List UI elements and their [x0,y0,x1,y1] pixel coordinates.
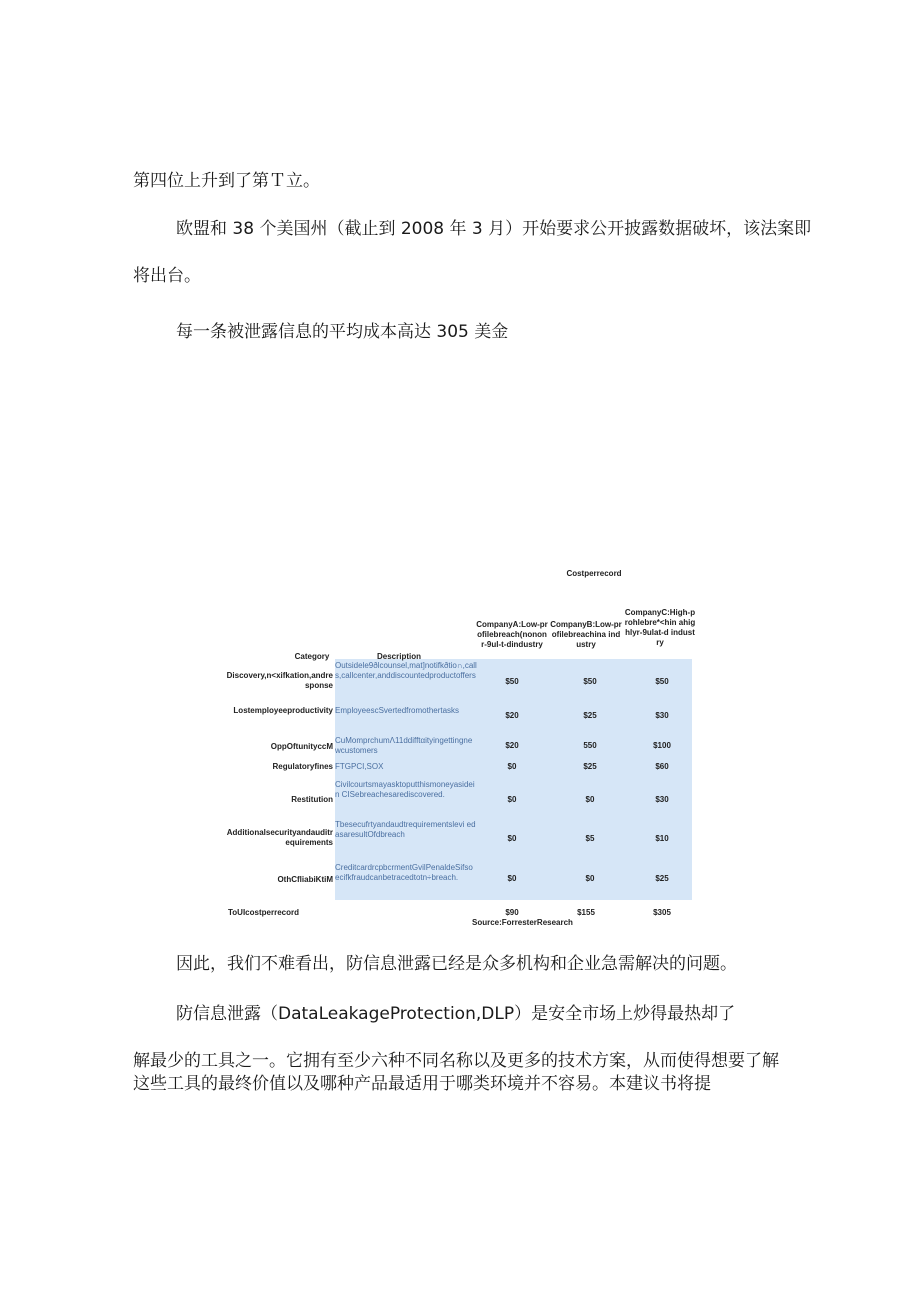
table-source: Source:ForresterResearch [472,918,573,927]
row-1-description: Outsidele9ðlcounsel,mat]notifkðtio∩,calls,callcenter,anddiscountedproductoffers [335,661,477,680]
row-1-category: Discovery,n<xifkation,andresponse [226,671,333,690]
row-2-category: Lostemployeeproductivity [233,706,333,715]
header-description: Description [376,652,421,661]
total-company-a: $90 [505,908,519,917]
row-3-description: CuMomprchumΛ11ddifftαityingettingnewcustomers [335,736,473,755]
row-2-company-b: $25 [583,711,597,720]
row-5-company-b: $0 [585,795,595,804]
row-4-company-a: $0 [507,762,517,771]
header-company-b: CompanyB:Low-profilebreachina industry [550,620,622,649]
paragraph-1: 第四位上升到了第Ｔ立。 [133,171,320,191]
table-title: Costperrecord [566,569,622,578]
row-2-company-a: $20 [505,711,519,720]
row-6-company-b: $5 [585,834,595,843]
row-3-company-c: $100 [653,741,671,750]
paragraph-6-line-1: 解最少的工具之一。它拥有至少六种不同名称以及更多的技术方案，从而使得想要了解 [133,1051,779,1071]
row-1-company-a: $50 [505,677,519,686]
row-7-category: OthCfliabiKtiM [277,875,333,884]
row-4-category: Regulatoryfines [272,762,333,771]
row-3-company-a: $20 [505,741,519,750]
total-company-c: $305 [653,908,671,917]
paragraph-2-line-2: 将出台。 [133,266,201,286]
row-5-company-c: $30 [655,795,669,804]
paragraph-3: 每一条被泄露信息的平均成本高达 305 美金 [176,322,509,342]
row-5-category: Restitution [291,795,333,804]
row-3-company-b: 550 [583,741,597,750]
row-4-company-c: $60 [655,762,669,771]
row-7-company-b: $0 [585,874,595,883]
total-label: ToUIcostperrecord [228,908,299,917]
row-3-category: OppOftunityccM [270,742,333,751]
paragraph-4: 因此，我们不难看出，防信息泄露已经是众多机构和企业急需解决的问题。 [176,954,737,974]
row-7-company-c: $25 [655,874,669,883]
row-5-description: Civilcourtsmayasktoputthismoneyasidein CISebreachesarediscovered. [335,780,475,799]
row-6-company-c: $10 [655,834,669,843]
total-company-b: $155 [577,908,595,917]
row-1-company-c: $50 [655,677,669,686]
row-5-company-a: $0 [507,795,517,804]
row-2-description: EmployeescSvertedfromothertasks [335,706,460,715]
cost-per-record-table [224,566,700,932]
row-4-company-b: $25 [583,762,597,771]
row-2-company-c: $30 [655,711,669,720]
paragraph-5: 防信息泄露（DataLeakageProtection,DLP）是安全市场上炒得最热却了 [176,1004,736,1024]
row-6-category: Additionalsecurityandauditrequirements [226,828,333,847]
row-7-company-a: $0 [507,874,517,883]
header-company-a: CompanyA:Low-profilebreach(nononr-9ul-t-dindustry [476,620,548,649]
row-4-description: FTGPCI,SOX [335,762,384,771]
paragraph-2-line-1: 欧盟和 38 个美国州（截止到 2008 年 3 月）开始要求公开披露数据破坏，该法案即 [176,219,812,239]
header-company-c: CompanyC:High-prohlebre*<hin ahighlyr-9ulat-d industry [624,608,696,647]
paragraph-6-line-2: 这些工具的最终价值以及哪种产品最适用于哪类环境并不容易。本建议书将提 [133,1074,711,1094]
row-1-company-b: $50 [583,677,597,686]
row-6-company-a: $0 [507,834,517,843]
header-category: Category [294,652,330,661]
row-7-description: CreditcardrcpbcrmentGvilPenaldeSifsoecifkfraudcanbetracedtotn÷breach. [335,863,473,882]
row-6-description: Tbesecufrtyandaudtrequirementslevi edasaresultOfdbreach [335,820,476,839]
